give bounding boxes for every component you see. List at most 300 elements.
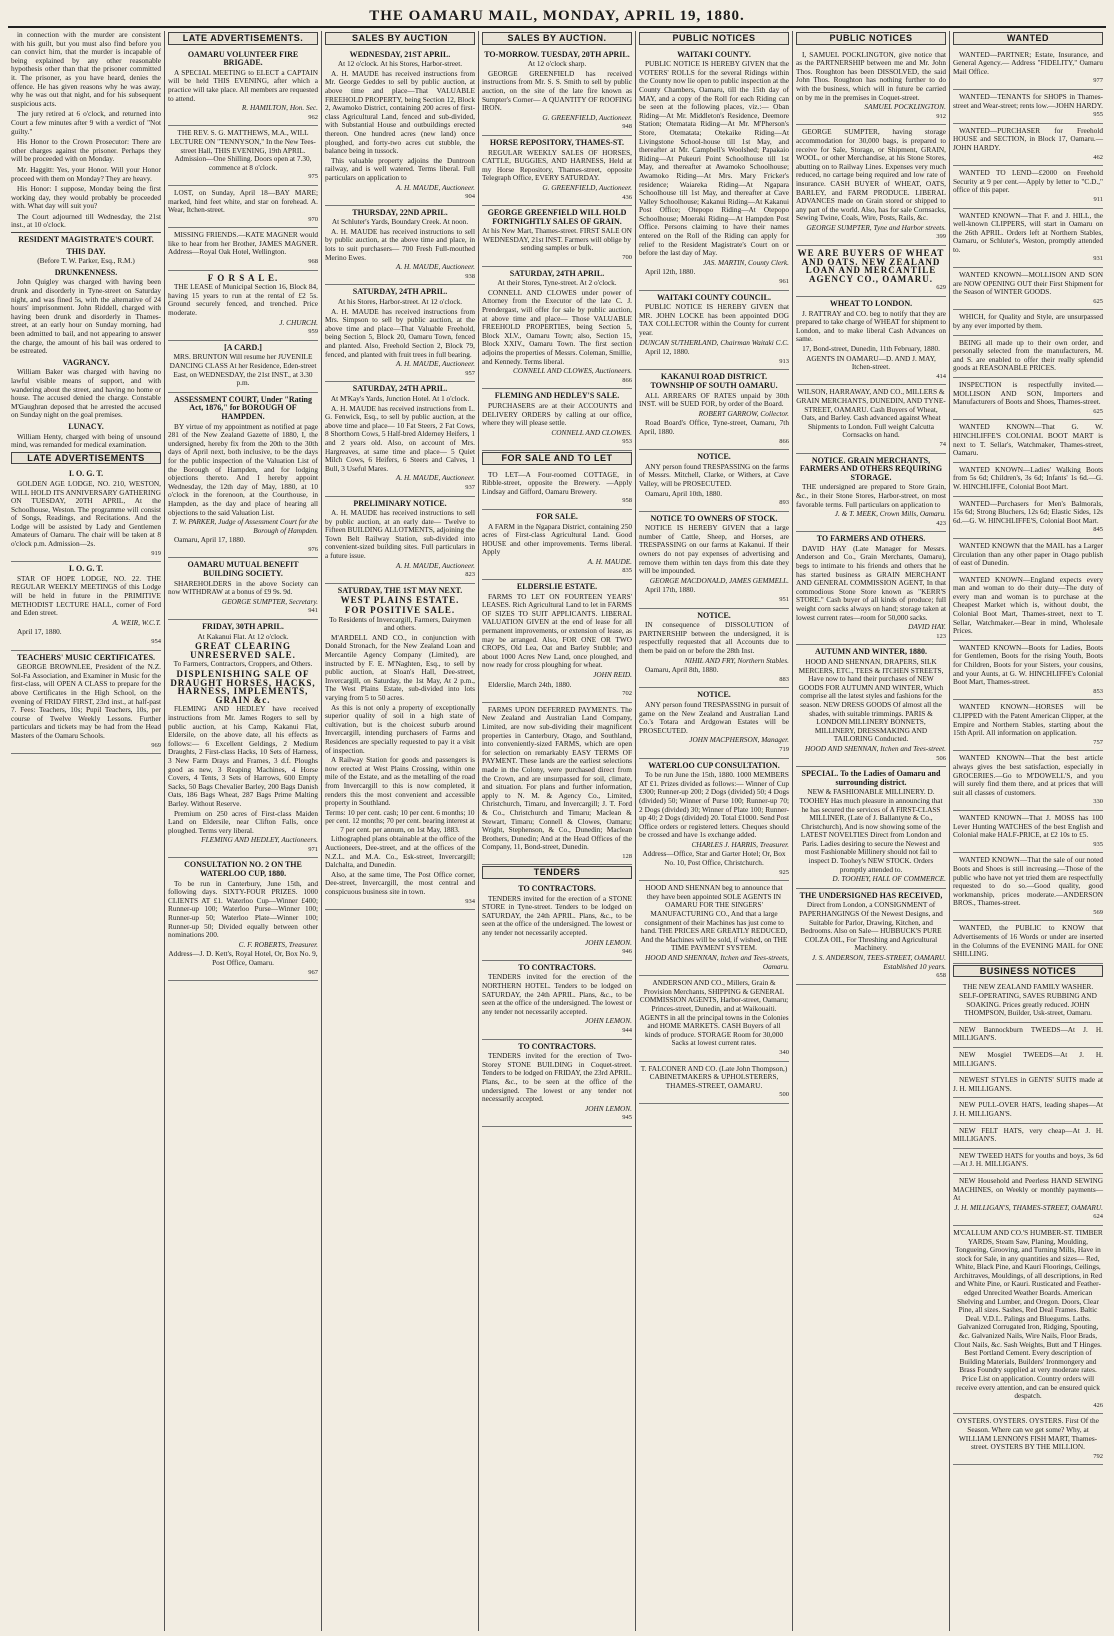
notice-signature: GEORGE SUMPTER, Tyne and Harbor streets. [806,222,946,232]
sub-heading: VAGRANCY. [62,357,110,367]
ad-code: 967 [308,968,318,976]
notice [796,645,946,767]
ad-code: 935 [1093,840,1103,848]
business-ad [953,1226,1103,1414]
notice-code: 883 [779,675,789,683]
wanted-ad [953,90,1103,124]
column-2 [165,31,322,1631]
wanted-text: BEING all made up to their own order, and personally selected from the manufacturers, M. and S. are enabled to offer their really splendid goods at REASONABLE PRICES. [953,337,1103,373]
ad-location: At M'Kay's Yards, Junction Hotel. At 1 o'clock. [330,393,470,403]
business-signature: J. H. MILLIGAN'S, THAMES-STREET, OAMARU. [954,1202,1103,1212]
ad-title: SATURDAY, 24TH APRIL. [352,384,448,394]
business-text: NEWEST STYLES in GENTS' SUITS made at J. H. MILLIGAN'S. [953,1075,1103,1093]
notice-code: 866 [779,437,789,445]
ad-code: 958 [622,497,632,505]
notice-title: WAITAKI COUNTY COUNCIL. [656,292,771,302]
notice-body: THE undersigned are prepared to Store Grain, &c., in their Stone Stores, Harbor-street, on most favorable terms. Full particulars on application to [796,482,946,509]
notice-code: 123 [936,632,946,640]
ad-signature: A. H. MAUDE, Auctioneer. [395,359,475,369]
ad-code: 702 [622,690,632,698]
story-paragraph: John Quigley was charged with having been drunk and disorderly in Tyne-street on Saturday night, and was fined 5s, with the alternative of 24 hours' imprisonment. John Riddell, charged with having been drunk and disorderly in Thames-street, at an early hour on Sunday morning, had been admitted to bail, and not appearing to answer the charge, the amount of his bail was ordered to be estreated. [11,277,161,356]
wanted-text: WANTED—Purchasers for Men's Balmorals, 15s 6d; Strong Bluchers, 12s 6d; Elastic Sides, 12s 6d.—G. W. HINCHLIFFE'S, Colonial Boot Mart. [953,498,1103,525]
advertisement [482,580,632,703]
wanted-text: WANTED KNOWN—MOLLISON AND SON are NOW OPENING OUT their First Shipment for the Season of WINTER GOODS. [953,270,1103,297]
ad-body: TO LET—A Four-roomed COTTAGE, in Ribble-street, opposite the Brewery. —Apply Lindsay and Gifford, Oamaru Brewery. [482,469,632,496]
ad-body: REGULAR WEEKLY SALES OF HORSES, CATTLE, BUGGIES, AND HARNESS, Held at my Horse Repository, Thames-street, opposite Telegraph Office, EVERY SATURDAY. [482,147,632,183]
notice-address: Address—Office, Star and Garter Hotel; Or, Box No. 10, Post Office, Christchurch. [642,849,786,868]
business-ad [953,1124,1103,1149]
notice-signature: D. TOOHEY, HALL OF COMMERCE. [832,874,946,884]
ad-body: PURCHASERS are at their ACCOUNTS and DELIVERY ORDERS by calling at our office, where they will please settle. [482,400,632,428]
ad-signature: A. H. MAUDE, Auctioneer. [395,262,475,272]
ad-location: At their Stores, Tyne-street. At 2 o'clock. [497,278,617,288]
column-6 [793,31,950,1631]
notice-code: 658 [936,972,946,980]
ad-title: I. O. G. T. [68,469,104,479]
ad-code: 569 [1093,908,1103,916]
ad-code: 976 [308,545,318,553]
section-header: WANTED [953,32,1103,45]
wanted-text: WANTED—TENANTS for SHOPS in Thames-street and Wear-street; rents low.—JOHN HARDY. [953,91,1103,110]
advertisement [482,267,632,390]
wanted-ad [953,811,1103,853]
ad-location: At Kakanui Flat. At 12 o'clock. [197,631,289,641]
ad-body: FLEMING AND HEDLEY have received instructions from Mr. James Rogers to sell by public auction, at his Camp, Kakanui Flat, Eldersile, on the above date, all his effects as follows:— 6 Excellent Geldings, 2 Medium Draughts, 2 First-class Hacks, 10 Sets of Harness, 3 New Farm Drays and Frames, 3 d.f. Ploughs good as new, 3 Reaping Machines, 4 Horse Covers, 4 Tents, 3 Sets of Harrows, 600 Empty Sacks, 50 Bags Chevalier Barley, 200 Bags Danish Oats, 186 Bags Wheat, 287 Bags Prime Malting Barley. Without Reserve. [168,704,318,808]
wanted-ad [953,853,1103,921]
notice-title: NOTICE TO OWNERS OF STOCK. [650,513,778,523]
story-paragraph: William Baker was charged with having no lawful visible means of support, and with wandering about the street, and having no home or house. The accused denied the charge. Constable M'Gaughran deposed that he arrested the accused on Sunday night on the goal premises. [11,367,161,420]
notice [796,125,946,246]
wanted-ad [953,48,1103,90]
ad-title: THURSDAY, 22ND APRIL. [352,207,448,217]
wanted-ad [953,166,1103,208]
advertisement [11,562,161,650]
ad-code: 934 [465,897,475,905]
wanted-text: WANTED KNOWN—That the sale of our noted Boots and Shoes is still increasing.—Those of the public who have not yet tried them are respectfully requested to do so.—Good quality, good workmanship, prices moderate.—ANDERSON BROS., Thames-street. [953,855,1103,908]
notice-signature: ROBERT GARROW, Collector. [698,408,789,418]
wanted-text: WANTED KNOWN—Ladies' Walking Boots from 5s 6d; Children's, 3s 6d; Infants' 1s 6d.—G. W. HINCHLIFFE, Colonial Boot Mart. [953,464,1103,491]
wanted-ad [953,463,1103,497]
wanted-ad [953,420,1103,462]
business-text: NEW Bannockburn TWEEDS—At J. H. MILLIGAN'S. [953,1024,1103,1043]
wanted-ad [953,497,1103,539]
ad-code: 970 [308,215,318,223]
ad-body: TENDERS invited for the erection of Two-Storey STONE BUILDING in Coquet-street. Tenders to be lodged on FRIDAY, the 23rd APRIL. Plans, &c., to be seen at the office of the undersigned. The lowest or any tender not necessarily accepted. [482,1051,632,1104]
advertisement [482,1040,632,1127]
ad-signature: J. CHURCH. [279,317,318,327]
notice-title: WHEAT TO LONDON. [829,299,913,309]
wanted-ad [953,641,1103,701]
notice-body: WILSON, HARRAWAY, AND CO., MILLERS & GRAIN MERCHANTS, DUNEDIN, AND TYNE-STREET, OAMARU. Cash Buyers of Wheat, Oats, and Barley. Cash advanced against Wheat Shipments to London. Full weight Calcutta Cornsacks on hand. [796,387,946,440]
ad-body: A. H. MAUDE has received instructions to sell by public auction, at the above time and place, in lots to suit purchasers— 700 Fresh Full-mouthed Merino Ewes. [325,226,475,262]
ad-title: [A CARD.] [224,342,262,352]
notice [796,454,946,533]
notice [796,48,946,126]
ad-code: 957 [465,369,475,377]
ad-code: 700 [622,254,632,262]
advertisement [325,382,475,496]
ad-body: A Railway Station for goods and passengers is now erected at West Plains Crossing, within one mile of the Estate, and as the metalling of the road from Invercargill to this is now completed, it renders this the most convenient and accessible property in Southland. [325,755,475,808]
section-header: LATE ADVERTISEMENTS [11,452,161,465]
sub-heading: DRUNKENNESS. [54,267,118,277]
wanted-ad [953,751,1103,811]
advertisement [168,620,318,858]
ad-title: TO CONTRACTORS. [518,962,596,972]
business-text: NEW PULL-OVER HATS, leading shapes—At J. H. MILLIGAN'S. [953,1100,1103,1118]
advertisement [325,206,475,286]
notice-body: GEORGE SUMPTER, having storage accommodation for 30,000 bags, is prepared to receive for Sale, Storage, or Shipment, GRAIN, WOOL, or other Merchandise, at his Stone Stores, abutting on to Railway Lines. Expenses very much reduced, no cartage being required and low rate of insurance. CASH BUYER of WHEAT, OATS, BARLEY, and FARM PRODUCE. LIBERAL ADVANCES made on Grain stored or shipped to any part of the world. Also, has for sale Cornsacks, Sewing Twine, Coals, Wire, Posts, Rails, &c. [796,127,946,223]
ad-code: 955 [1093,111,1103,119]
ad-title: FOR SALE. [536,511,578,521]
ad-signature: JOHN LEMON. [584,937,632,947]
ad-signature: G. GREENFIELD, Auctioneer. [542,112,632,122]
advertisement [482,206,632,267]
ad-signature: JOHN LEMON. [584,1016,632,1026]
ad-code: 462 [1093,153,1103,161]
business-text: NEW Mosgiel TWEEDS—At J. H. MILLIGAN'S. [953,1050,1103,1068]
notice-address: Road Board's Office, Tyne-street, Oamaru, 7th April, 1880. [639,418,789,436]
ad-title: WEDNESDAY, 21ST APRIL. [349,49,451,59]
ad-heading: DISPLENISHING SALE OF DRAUGHT HORSES, HACKS, HARNESS, IMPLEMENTS, GRAIN &c. [170,669,316,705]
ad-location: At 12 o'clock sharp. [527,59,587,69]
notice [639,291,789,371]
notice [796,532,946,645]
ad-body: TENDERS invited for the erection of the NORTHERN HOTEL. Tenders to be lodged on SATURDAY, the 24th APRIL. Plans, &c., to be seen at the office of the undersigned. The lowest or any tender not necessarily accepted. [482,972,632,1016]
ad-body: MRS. BRUNTON Will resume her JUVENILE DANCING CLASS At her Residence, Eden-street East, on WEDNESDAY, the 21st INST., at 3.30 p.m. [169,352,317,388]
notice-title: KAKANUI ROAD DISTRICT. TOWNSHIP OF SOUTH OAMARU. [650,372,778,390]
ad-title: TO-MORROW. TUESDAY, 20TH APRIL. [484,49,630,59]
advertisement [482,961,632,1040]
ad-code: 971 [308,845,318,853]
wanted-text: INSPECTION is respectfully invited.— MOLLISON AND SON, Importers and Manufacturers of Boots and Shoes, Thames-street. [953,380,1103,407]
ad-body: TENDERS invited for the erection of a STONE STORE in Tyne-street. Tenders to be lodged on SATURDAY, the 24th APRIL. Plans, &c., to be seen at the office of the undersigned. The lowest or any tender not necessarily accepted. [482,893,632,938]
advertisement [168,341,318,393]
business-ad [953,1174,1103,1226]
notice [796,889,946,985]
wanted-ad [953,378,1103,420]
advertisement [482,703,632,866]
notice-title: NOTICE. GRAIN MERCHANTS, FARMERS AND OTHERS REQUIRING STORAGE. [799,455,943,482]
story-paragraph: in connection with the murder are consistent with his guilt, but you must also find before you can convict him, that the murder is incapable of being explained by any other reasonable hypothesis other than that the prisoner committed it. The prisoner, as you have heard, denies the offence. He has given reasons why he was away, why he was out that night, and for his subsequent suspicious acts. [11,31,161,108]
ad-body: Also, at the same time, The Post Office corner, Dee-street, Invercargill, the most central and conspicuous business site in town. [325,869,475,897]
ad-code: 945 [622,1114,632,1122]
ad-body: SHAREHOLDERS in the above Society can now WITHDRAW at a bonus of £9 9s. 9d. [168,578,318,597]
wanted-text: WHICH, for Quality and Style, are unsurpassed by any ever imported by them. [953,312,1103,331]
ad-title: TEACHERS' MUSIC CERTIFICATES. [16,652,156,662]
notice-agents: AGENTS IN OAMARU—D. AND J. MAY, Itchen-street. [806,353,936,372]
ad-code: 911 [1093,195,1103,203]
ad-title: ASSESSMENT COURT, Under "Rating Act, 1876," for BOROUGH OF HAMPDEN. [174,394,312,421]
business-text: OYSTERS. OYSTERS. OYSTERS. First Of the Season. Where can we get some? Why, at WILLIAM LENNON'S FISH MART, Thames-street. OYSTERS BY THE MILLION. [957,1416,1099,1452]
notice-body: ANY person found TRESPASSING in pursuit of game on the New Zealand and Australian Land Co.'s Totara and Ardgowan Estates will be PROSECUTED. [639,699,789,735]
notice-signature: NIHIL AND FRY, Northern Stables. [684,655,789,665]
notice-title: NOTICE. [697,690,731,700]
ad-address: Address—J. D. Kett's, Royal Hotel, Or, Box No. 9, Post Office, Oamaru. [168,949,318,967]
story-paragraph: The jury retired at 6 o'clock, and returned into Court a few minutes after 9 with a verdict of "Not guilty." [11,109,161,136]
notice-body: IN consequence of DISSOLUTION of PARTNERSHIP between the undersigned, it is respectfully requested that all Accounts due to them be paid on or before the 28th Inst. [639,620,789,655]
notice [796,385,946,453]
ad-body: GEORGE BROWNLEE, President of the N.Z. Sol-Fa Association, and Examiner in Music for the first-class, will OPEN A CLASS to prepare for the above Certificates in the High School, on the evening of FRIDAY FIRST, 23rd inst., at half-past 7. Fees: Teachers, 10s; Pupil Teachers, 10s, per course of Twelve Weekly Lessons. Further particulars and tickets may be had from the Head Masters of the Oamaru Schools. [11,662,161,740]
notice [639,512,789,609]
notice-body: HOOD AND SHENNAN, DRAPERS, SILK MERCERS, ETC., TEES & ITCHEN STREETS, Have now to hand their purchases of NEW GOODS FOR AUTUMN AND WINTER, Which comprise all the latest styles and fashions for the season. NEW DRESS GOODS Of almost all the shades, with suitable trimmings. PARIS & LONDON MILLINERY BONNETS, MILLINERY, DRESSMAKING AND TAILORING Conducted. [798,657,944,744]
notice-date: April 12, 1880. [645,347,690,357]
sub-heading: LUNACY. [68,421,104,431]
notice-signature: JAS. MARTIN, County Clerk. [703,257,789,267]
wanted-ad [953,310,1103,335]
notice-title: NOTICE. [697,610,731,620]
notice-body: Direct from London, a CONSIGNMENT of PAPERHANGINGS Of the Newest Designs, and Suitable for Parlor, Drawing, Kitchen, and Bedrooms. Also on Sale— HUBBUCK'S PURE COLZA OIL, For Threshing and Agricultural Machinery. [799,900,943,953]
ad-code: 944 [622,1026,632,1034]
ad-code: 866 [622,376,632,384]
section-header: LATE ADVERTISEMENTS. [168,32,318,45]
ad-body: A. H. MAUDE has received instructions to sell by public auction, at an early date— Twelve to Fifteen BUILDING ALLOTMENTS, adjoining the Town Belt Railway Station, sub-divided into convenient-sized building sites. Full particulars in a future issue. [325,508,475,561]
notice-title: THE UNDERSIGNED HAS RECEIVED, [799,890,943,900]
ad-code: 625 [1093,407,1103,415]
ad-code: 969 [151,741,161,749]
ad-heading: FOR POSITIVE SALE. [344,605,456,616]
ad-title: GEORGE GREENFIELD WILL HOLD FORTNIGHTLY SALES OF GRAIN. [487,208,627,226]
wanted-ad [953,921,1103,963]
wanted-text: WANTED KNOWN—That F. and J. HILL, the well-known CLIPPERS, will start in Oamaru on the 26th APRIL. Orders left at Northern Stables, Oamaru, or Schluter's, Weston, promptly attended to. [953,210,1103,254]
notice-code: 414 [936,372,946,380]
ad-code: 959 [308,328,318,336]
business-text: THE NEW ZEALAND FAMILY WASHER. SELF-OPERATING, SAVES RUBBING AND SOAKING. Prices greatly reduced. JOHN THOMPSON, Builder, Usk-street, Oamaru. [959,982,1097,1018]
ad-date: Elderslie, March 24th, 1880. [488,679,572,689]
notice-code: 500 [779,1091,789,1099]
notice-body: NEW & FASHIONABLE MILLINERY. D. TOOHEY Has much pleasure in announcing that he has secured the services of A FIRST-CLASS MILLINER, (Late of J. Ballantyne & Co., Christchurch), And is now showing some of the LATEST NOVELTIES Direct from London and Paris. Ladies desiring to secure the Newest and most Fashionable Millinery should not fail to inspect D. Toohey's NEW STOCK. Orders promptly attended to. [799,787,943,874]
advertisement [168,228,318,270]
advertisement [482,136,632,206]
ad-code: 426 [1093,1401,1103,1409]
ad-body: GOLDEN AGE LODGE, NO. 210, WESTON, WILL HOLD ITS ANNIVERSARY GATHERING ON TUESDAY, 20TH APRIL, At the Schoolhouse, Weston. The programme will consist of Songs, Readings, and Recitations. And the Lodge will be assisted by Lady and Gentlemen Amateurs of Oamaru. The chair will be taken at 8 o'clock p.m. Admission—2s. [11,478,161,549]
story-paragraph: The Court adjourned till Wednesday, the 21st inst., at 10 o'clock. [11,211,161,230]
ad-signature: A. H. MAUDE, Auctioneer. [395,560,475,570]
notice [639,759,789,882]
ad-title: SATURDAY, 24TH APRIL. [509,268,605,278]
ad-code: 792 [1093,1452,1103,1460]
business-text: M'CALLUM AND CO.'S HUMBER-ST. TIMBER YARDS, Steam Saw, Planing, Moulding, Tongueing, Grooving, and Turning Mills, Have in stock for Sale, in any quantities and sizes— Red, White, Black Pine, and Kauri Floorings, Ceilings, Architraves, Mouldings, of all descriptions, in Red and White Pine, or Kauri. Rusticated and Feather-edged Unrecited Weather Boards. American Shelving and Lumber, and Oregon. Doors, Clear Pine, all sizes. Sashes, Red Deal Frames. Baltic Deal. V.D.L. Palings and Bluegums. Laths. Galvanized Corrugated Iron, Ridging, Spouting, &c. Galvanized Nails, Wire Nails, Floor Brads, Clout Nails, &c. Sash Weights, Butt and T Hinges. Best Portland Cement. Every description of Building Materials, Builders' Ironmongery and Brass Foundry supplied at very moderate rates. Price List on application. Country orders will receive every attention, and can be ensured quick despatch. [953,1227,1103,1401]
notice-body: ANY person found TRESPASSING on the farms of Messrs. Mitchell, Clarke, or Withers, at Cave Valley, will be PROSECUTED. [639,461,789,488]
notice-date: April 17th, 1880. [645,585,696,595]
wanted-ad [953,573,1103,641]
advertisement [482,389,632,451]
story-paragraph: Mr. Haggitt: Yes, your Honor. Will your Honor proceed with them on Monday? They are heavy. [11,164,161,183]
ad-code: 919 [151,549,161,557]
wanted-text: WANTED KNOWN—That J. MOSS has 100 Lever Hunting WATCHES of the best English and Colonial make HALF-PRICE, at £2 10s to £5. [953,812,1103,840]
ad-code: 330 [1093,798,1103,806]
notice-title: NOTICE. [697,452,731,462]
ad-code: 938 [465,272,475,280]
ad-code: 946 [622,948,632,956]
columns [8,31,1106,1631]
ad-date: Oamaru, April 17, 1880. [174,535,246,545]
notice [639,688,789,758]
ad-signature: G. GREENFIELD, Auctioneer. [542,182,632,192]
notice-body: DAVID HAY (Late Manager for Messrs. Anderson and Co., Grain Merchants, Oamaru), begs to intimate to his friends and others that he has started business as GRAIN MERCHANT AND GENERAL COMMISSION AGENT, In that commodious Stone Store known as "KERR'S STORE." Cash buyer of all kinds of produce; full weight corn sacks always on hand; storage taken at lowest current rates—room for 50,000 sacks. [796,543,946,622]
ad-subheading: To Farmers, Contractors, Croppers, and Others. [173,659,313,669]
section-header: FOR SALE AND TO LET [482,452,632,465]
ad-heading: GREAT CLEARING UNRESERVED SALE. [190,641,296,660]
notice-body: I, SAMUEL POCKLINGTON, give notice that as the PARTNERSHIP between me and Mr. John Thos. Roughton has been DISSOLVED, the said John Thos. Roughton has nothing further to do with the business, which will in future be carried on by me in the premises in Coquet-street. [796,49,946,102]
notice-code: 893 [779,499,789,507]
notice-signature: CHARLES J. HARRIS, Treasurer. [691,839,789,849]
story-paragraph: William Henty, charged with being of unsound mind, was remanded for medical examination. [11,431,161,450]
wanted-text: WANTED KNOWN—That G. W. HINCHLIFFE'S COLONIAL BOOT MART is next to T. Sellar's, Watchmaker, Thames-street, Oamaru. [953,422,1103,458]
notice-signature: HOOD AND SHENNAN, Itchen and Tees-street. [805,743,946,753]
ad-signature: GEORGE SUMPTER, Secretary. [221,596,318,606]
advertisement [168,271,318,341]
ad-body: THE REV. S. G. MATTHEWS, M.A., WILL LECTURE ON "TENNYSON," In the New Tees-street Hall, THIS EVENING, 19th APRIL. Admission—One Shilling. Doors open at 7.30, commence at 8 o'clock. [170,128,316,172]
notice-body: ANDERSON AND CO., Millers, Grain & Provision Merchants, SHIPPING & GENERAL COMMISSION AGENTS, Harbor-street, Oamaru; Princes-street, Dunedin, and at Waikouaiti. AGENTS in all the principal towns in the Colonies and HOME MARKETS. CASH Buyers of all kinds of produce. STORAGE Room for 30,000 Sacks at lowest current rates. [639,978,789,1048]
section-header: SALES BY AUCTION [325,32,475,45]
wanted-ad [953,336,1103,378]
ad-body: MISSING FRIENDS.—KATE MAGNER would like to hear from her Brother, JAMES MAGNER. Address—Royal Oak Hotel, Wellington. [168,230,318,257]
notice-code: 340 [779,1048,789,1056]
notice-title: WAITAKI COUNTY. [677,49,751,59]
section-header: BUSINESS NOTICES [953,965,1103,978]
advertisement [168,858,318,981]
ad-body: STAR OF HOPE LODGE, NO. 22. THE REGULAR WEEKLY MEETINGS of this Lodge will be held in future in the PRIMITIVE METHODIST LECTURE HALL, corner of Ford and Eden street. [11,573,161,618]
ad-title: OAMARU MUTUAL BENEFIT BUILDING SOCIETY. [187,560,299,579]
ad-location: At his Stores, Harbor-street. At 12 o'clock. [337,297,463,307]
wanted-ad [953,209,1103,269]
ad-code: 953 [622,438,632,446]
advertisement [11,651,161,755]
notice-signature: JOHN MACPHERSON, Manager. [689,735,789,745]
notice-date: Oamaru, April 8th, 1880. [645,665,719,675]
ad-signature: A. H. MAUDE, Auctioneer. [395,473,475,483]
ad-body: GEORGE GREENFIELD has received instructions from Mr. S. S. Smith to sell by public auction, on the site of the late fire known as Sumpter's Corner— A QUANTITY OF ROOFING IRON. [482,68,632,113]
business-ad [953,1023,1103,1048]
advertisement [325,497,475,584]
ad-body: BY virtue of my appointment as notified at page 281 of the New Zealand Gazette of 1880, I, the undersigned, hereby fix from the 20th to the 30th days of April next, both inclusive, to be the days for the public inspection of the Valuation List of the Borough of Hampden, and for lodging objections thereto. And I hereby appoint Wednesday, the 12th day of May, 1880, at 10 o'clock in the forenoon, at the Courthouse, in Hampden, as the day and place of hearing all objections to the said Valuation List. [168,421,318,517]
advertisement [482,510,632,580]
wanted-ad [953,700,1103,751]
ad-body: Premium on 250 acres of First-class Maiden Land on Eldersile, near Clifton Falls, once ploughed. Terms very liberal. [168,808,318,835]
ad-body: As this is not only a property of exceptionally superior quality of soil in a high state of cultivation, but is the choicest suburb around Invercargill, intending purchasers of Farms and Residences are specially requested to pay it a visit of inspection. [325,702,475,755]
advertisement [482,882,632,961]
ad-signature: T. W. PARKER, Judge of Assessment Court for the Borough of Hampden. [172,517,318,535]
ad-code: 975 [308,173,318,181]
notice-address: 17, Bond-street, Dunedin, 11th February, 1880. [802,344,940,353]
notice [796,767,946,889]
wanted-text: WANTED KNOWN that the MAIL has a Larger Circulation than any other paper in Otago publish of east of Dunedin. [953,540,1103,568]
ad-body: CONNELL AND CLOWES under power of Attorney from the Executor of the late C. J. Prendergast, will offer for sale by public auction, at above time and place— Those VALUABLE FREEHOLD PROPERTIES, being Section 5, Block XLV., Oamaru Town; also, Section 15, Block XXIV., Oamaru Town. The first section adjoins the properties of Messrs. Coleman, Smillie, and Kennedy. Terms liberal. [482,287,632,366]
ad-code: 968 [308,258,318,266]
ad-code: 904 [465,193,475,201]
ad-body: A. H. MAUDE has received instructions from Mr. George Geddes to sell by public auction, at above time and place—That VALUABLE FREEHOLD PROPERTY, being Section 12, Block 2, Awamoko District, containing 200 acres of first-class Agricultural Land, fenced and sub-divided, with Substantial House and outbuildings erected thereon. One hundred acres (new land) once ploughed, and forty-two acres cut stubble, the balance being in tussock. [325,68,475,156]
notice [639,1062,789,1104]
notice-signature: SAMUEL POCKLINGTON. [864,102,946,112]
ad-body: Lithographed plans obtainable at the office of the Auctioneers, Dee-street, and at the offices of the N.Z.L. and M.A. Co., Esk-street, Invercargill; Dalchalta, and Dunedin. [325,834,475,870]
ad-title: F O R S A L E. [207,272,279,283]
ad-body: FARMS UPON DEFERRED PAYMENTS. The New Zealand and Australian Land Company, Limited, are now sub-dividing their magnificent properties in Canterbury, Otago, and Southland, into conveniently-sized FARMS, which are open for selection on remarkably EASY TERMS OF PAYMENT. These lands are the earliest selections made in the Colony, were purchased direct from the Crown, and are unsurpassed for soil, climate, and situation. For plans and further information, apply to N. M. & Agency Co., Limited, Christchurch, Timaru, and Invercargill; J. T. Ford & Co., Christchurch and Timaru; Maclean & Stewart, Timaru; Connell & Clowes, Oamaru; Wright, Stephenson, & Co., Dunedin; Maclean Brothers, Dunedin; And at the Head Offices of the Company, 11, Bond-street, Dunedin. [482,704,632,852]
ad-signature: FLEMING AND HEDLEY, Auctioneers. [201,835,318,845]
notice-signature: DAVID HAY. [908,622,946,632]
ad-body: LOST, on Sunday, April 18—BAY MARE; marked, hind feet white, and star on forehead. A. Wear, Itchen-street. [168,187,318,215]
ad-signature: A. WEIR, W.C.T. [112,617,161,627]
byline: (Before T. W. Parker, Esq., R.M.) [37,256,135,266]
ad-signature: R. HAMILTON, Hon. Sec. [241,103,318,113]
ad-title: PRELIMINARY NOTICE. [353,498,447,508]
notice-code: 423 [936,519,946,527]
advertisement [325,48,475,206]
business-ad [953,1073,1103,1098]
notice-title: WE ARE BUYERS OF WHEAT AND OATS. NEW ZEALAND LOAN AND MERCANTILE AGENCY CO., OAMARU. [797,248,945,284]
ad-title: OAMARU VOLUNTEER FIRE BRIGADE. [187,49,299,68]
notice [796,297,946,385]
notice-signature: J. & T. MEEK, Crown Mills, Oamaru. [834,509,946,519]
section-header: PUBLIC NOTICES [796,32,946,45]
story-paragraph: His Honor: I suppose, Monday being the first working day, they would probably be proceeded with. What day will suit you? [11,184,161,211]
ad-signature: A. H. MAUDE. [587,556,632,566]
wanted-text: WANTED—PARTNER; Estate, Insurance, and General Agency.— Address "FIDELITY," Oamaru Mail Office. [953,49,1103,76]
wanted-text: WANTED TO LEND—£2000 on Freehold Security at 9 per cent.—Apply by letter to "C.D.," office of this paper. [953,168,1103,195]
ad-code: 624 [1093,1213,1103,1221]
ad-body: FARMS TO LET ON FOURTEEN YEARS' LEASES. Rich Agricultural Land to let in FARMS OF SIZES TO SUIT APPLICANTS. LIBERAL VALUATION GIVEN at the end of lease for all permanent improvements, or extension of lease, as may be arranged. Also, FOR ONE OR TWO CROPS, Old Lea, Oat and Barley Stubble; and about 1000 Acres New Land, once ploughed, and now ready for cross ploughing for wheat. [482,591,632,670]
business-text: NEW Household and Peerless HAND SEWING MACHINES, on Weekly or monthly payments—At [953,1175,1103,1203]
ad-body: A. H. MAUDE has received instructions from L. G. Fenwick, Esq., to sell by public auction, at the above time and place— 10 Fat Steers, 2 Fat Cows, 8 Shorthorn Cows, 5 Half-bred Alderney Heifers, 1 and 2 years old. Also, on account of Mrs. Hargreaves, at same time and place— 5 Quiet Milch Cows, 6 Heifers, 6 Steers and Calves, 1 Bull, 3 Useful Mares. [325,403,475,473]
notice-code: 961 [779,278,789,286]
notice [639,48,789,291]
notice [639,881,789,976]
column-3 [322,31,479,1631]
ad-subheading: To Residents of Invercargill, Farmers, Dairymen and others. [329,614,471,633]
ad-title: FRIDAY, 30TH APRIL. [202,622,284,632]
notice-signature: GEORGE MACDONALD, JAMES GEMMELL. [649,575,789,585]
ad-date: April 17, 1880. [17,627,62,637]
ad-body: To be run in Canterbury, June 15th, and following days. SIXTY-FOUR PRIZES. 1000 CLIENTS AT £1. Waterloo Cup—Winner £400; Runner-up 100; Waterloo Purse—Winner 100; Runner-up 50; Waterloo Plate—Winner 100; Runner-up 50; Divided equally between other nominations 200. [168,878,318,940]
ad-code: 625 [1093,297,1103,305]
notice-code: 74 [939,440,946,448]
notice-title: WATERLOO CUP CONSULTATION. [648,760,780,770]
ad-title: FLEMING AND HEDLEY'S SALE. [494,391,620,401]
section-header: TENDERS [482,866,632,879]
notice-body: PUBLIC NOTICE IS HEREBY GIVEN that MR. JOHN LOCKE has been appointed DOG TAX COLLECTOR within the County for current year. [639,302,789,337]
ad-title: SATURDAY, THE 1ST MAY NEXT. [337,585,463,595]
story-paragraph: His Honor to the Crown Prosecutor: There are other charges against the prisoner. Perhaps they will be proceeded with on Monday. [11,137,161,164]
ad-body: A SPECIAL MEETING to ELECT a CAPTAIN will be held THIS EVENING, after which a practice will take place. All members are requested to attend. [168,67,318,103]
ad-signature: CONNELL AND CLOWES. [551,427,632,437]
notice-title: SPECIAL. To the Ladies of Oamaru and surrounding district. [801,769,941,787]
notice [639,370,789,450]
ad-body: THE LEASE of Municipal Section 16, Block 84, having 15 years to run at the rental of £2 5s. Ground securely fenced, and trenched. Price moderate. [168,282,318,318]
ad-code: 931 [1093,255,1103,263]
ad-title: I. O. G. T. [68,564,104,574]
column-7 [950,31,1106,1631]
business-text: NEW TWEED HATS for youths and boys, 3s 6d—At J. H. MILLIGAN'S. [953,1150,1103,1169]
notice-body: ALL ARREARS OF RATES unpaid by 30th INST. will be SUED FOR, by order of the Board. [639,390,789,409]
notice-code: 719 [779,745,789,753]
ad-code: 128 [622,852,632,860]
ad-signature: CONNELL AND CLOWES, Auctioneers. [513,366,632,376]
advertisement [482,468,632,510]
notice [639,976,789,1061]
notice-signature: J. S. ANDERSON, TEES-STREET, OAMARU. Established 10 years. [811,953,946,971]
ad-code: 954 [151,638,161,645]
section-header: SALES BY AUCTION. [482,32,632,45]
notice-body: HOOD AND SHENNAN beg to announce that they have been appointed SOLE AGENTS IN OAMARU FOR THE SINGERS' MANUFACTURING CO., And that a large consignment of their Machines has just come to hand. THE PRICES ARE GREATLY REDUCED, And the Machines will be sold, if wished, on THE TIME PAYMENT SYSTEM. [640,883,788,953]
wanted-ad [953,268,1103,310]
ad-title: SATURDAY, 24TH APRIL. [352,287,448,297]
ad-body: At his New Mart, Thames-street. FIRST SALE ON WEDNESDAY, 21st INST. Farmers will oblige by sending samples or bulk. [482,226,632,253]
notice-code: 951 [779,596,789,604]
ad-title: ELDERSLIE ESTATE. [516,582,598,592]
business-ad [953,1414,1103,1465]
wanted-ad [953,124,1103,166]
ad-signature: C. F. ROBERTS, Treasurer. [238,939,318,949]
wanted-text: WANTED, the PUBLIC to KNOW that Advertisements of 16 Words or under are inserted in the Columns of the EVENING MAIL for ONE SHILLING. [953,923,1103,959]
